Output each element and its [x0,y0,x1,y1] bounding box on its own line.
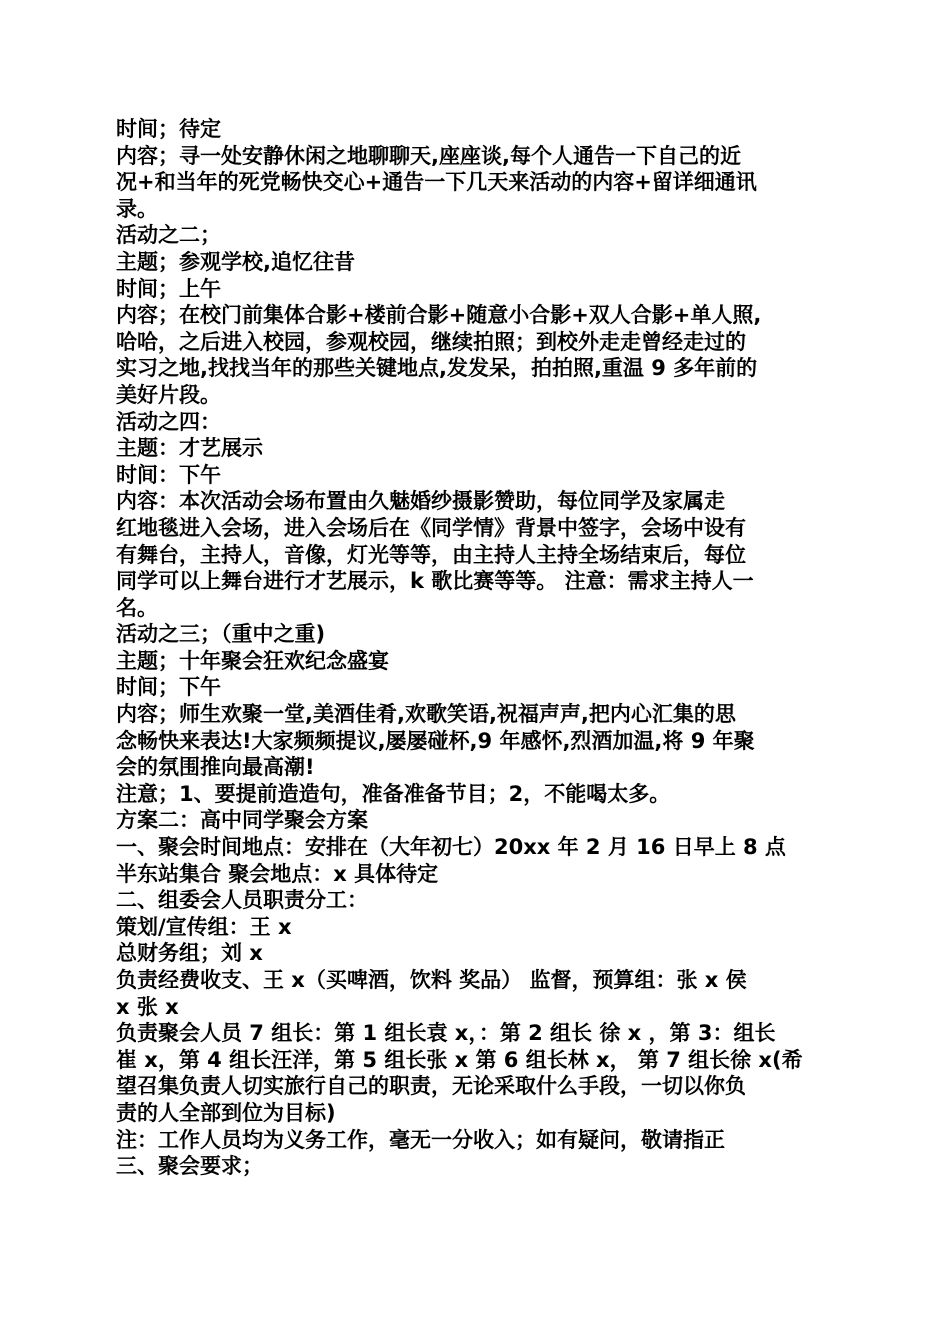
text-line: x 张 x [116,994,179,1019]
text-line: 二、组委会人员职责分工： [116,888,368,913]
text-line: 美好片段。 [116,382,221,407]
text-line: 时间；待定 [116,117,221,141]
text-line: 主题；十年聚会狂欢纪念盛宴 [116,648,389,673]
text-line: 念畅快来表达!大家频频提议,屡屡碰杯,9 年感怀,烈酒加温,将 9 年聚 [116,728,755,753]
text-line: 有舞台，主持人，音像，灯光等等，由主持人主持全场结束后，每位 [116,542,746,567]
text-line: 会的氛围推向最高潮! [116,755,315,780]
text-line: 总财务组；刘 x [116,941,263,966]
text-line: 名。 [116,595,158,620]
text-line: 同学可以上舞台进行才艺展示，k 歌比赛等等。 注意：需求主持人一 [116,569,754,594]
text-line: 况+和当年的死党畅快交心+通告一下几天来活动的内容+留详细通讯 [116,170,757,195]
text-line: 内容；师生欢聚一堂,美酒佳肴,欢歌笑语,祝福声声,把内心汇集的思 [116,702,736,727]
text-line: 主题；参观学校,追忆往昔 [116,249,355,274]
text-line: 时间；上午 [116,276,221,301]
text-line: 内容：本次活动会场布置由久魅婚纱摄影赞助，每位同学及家属走 [116,489,725,514]
text-line: 崔 x，第 4 组长汪洋，第 5 组长张 x 第 6 组长林 x， 第 7 组长徐 x(希 [116,1047,803,1072]
text-line: 负责经费收支、王 x（买啤酒，饮料 奖品） 监督，预算组：张 x 侯 [116,968,747,992]
text-line: 一、聚会时间地点：安排在（大年初七）20xx 年 2 月 16 日早上 8 点 [116,835,786,860]
document-page [116,116,836,1180]
text-line: 活动之二； [116,223,221,248]
text-line: 实习之地,找找当年的那些关键地点,发发呆，拍拍照,重温 9 多年前的 [116,356,758,381]
text-line: 内容；寻一处安静休闲之地聊聊天,座座谈,每个人通告一下自己的近 [116,143,741,168]
text-line: 活动之四： [116,409,221,434]
text-line: 录。 [116,196,158,221]
text-line: 活动之三；（重中之重) [116,622,326,647]
text-line: 策划/宣传组：王 x [116,914,292,939]
text-line: 半东站集合 聚会地点：x 具体待定 [116,861,439,886]
text-line: 责的人全部到位为目标) [116,1100,336,1125]
text-line: 三、聚会要求； [116,1154,263,1179]
text-line: 注：工作人员均为义务工作，毫无一分收入；如有疑问，敬请指正 [116,1127,725,1152]
text-line: 红地毯进入会场，进入会场后在《同学情》背景中签字，会场中设有 [116,515,746,540]
text-line: 主题：才艺展示 [116,436,263,461]
text-line: 哈哈，之后进入校园，参观校园，继续拍照；到校外走走曾经走过的 [116,329,746,354]
text-line: 方案二：高中同学聚会方案 [116,808,368,833]
text-line: 时间：下午 [116,462,221,487]
text-line: 注意；1、要提前造造句，准备准备节目；2，不能喝太多。 [116,781,671,806]
text-line: 时间；下午 [116,675,221,700]
text-line: 内容；在校门前集体合影+楼前合影+随意小合影+双人合影+单人照, [116,303,762,328]
text-line: 负责聚会人员 7 组长：第 1 组长袁 x，：第 2 组长 徐 x ，第 3：组长 [116,1021,776,1046]
text-line: 望召集负责人切实旅行自己的职责，无论采取什么手段，一切以你负 [116,1074,746,1099]
